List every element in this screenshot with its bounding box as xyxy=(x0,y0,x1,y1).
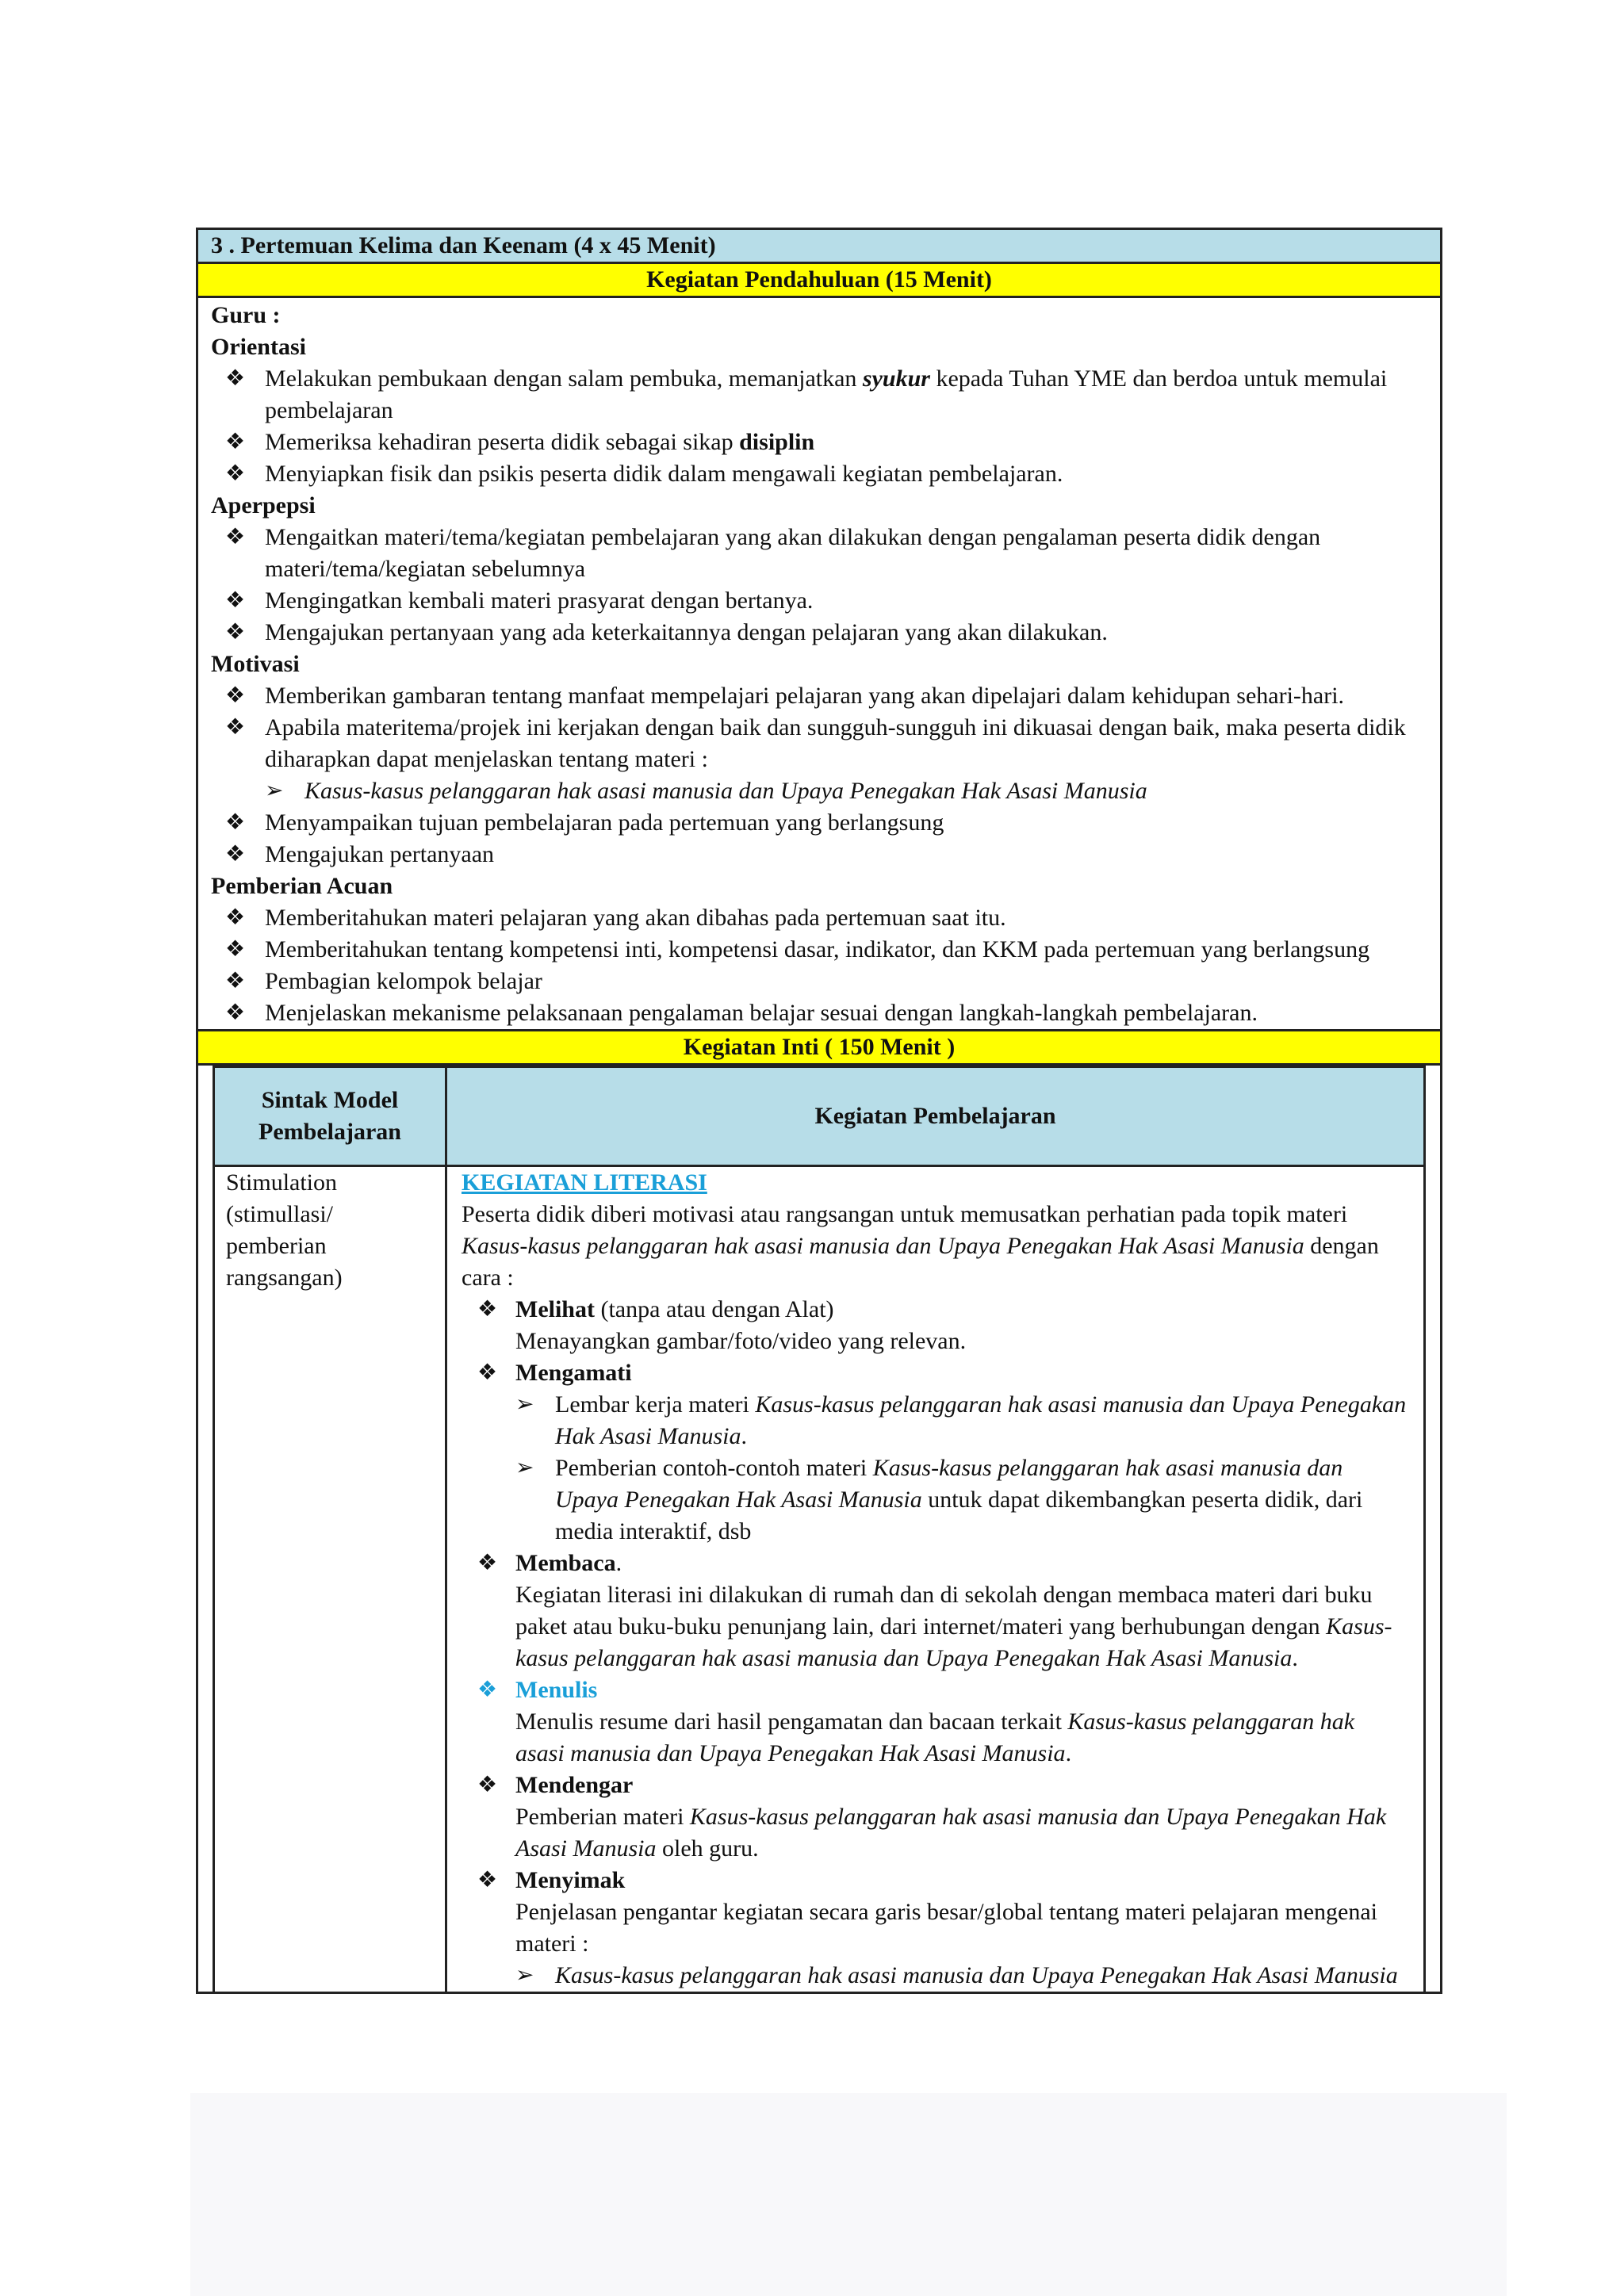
inti-wrapper xyxy=(198,1066,1440,1992)
list-item: ❖ Menjelaskan mekanisme pelaksanaan pengalaman belajar sesuai dengan langkah-langkah pembelajaran. xyxy=(211,997,1427,1029)
sub-list-item: ➢ Kasus-kasus pelanggaran hak asasi manusia dan Upaya Penegakan Hak Asasi Manusia xyxy=(515,1960,1409,1992)
sub-list xyxy=(515,1960,1409,1992)
list-item: ❖ Memberitahukan materi pelajaran yang akan dibahas pada pertemuan saat itu. xyxy=(211,902,1427,934)
list-item: ❖ Menyampaikan tujuan pembelajaran pada pertemuan yang berlangsung xyxy=(211,807,1427,839)
list-item: ❖ Melakukan pembukaan dengan salam pembuka, memanjatkan syukur kepada Tuhan YME dan berdoa untuk memulai pembelajaran xyxy=(211,363,1427,427)
lesson-plan-table xyxy=(196,228,1442,1994)
motivasi-list xyxy=(211,680,1427,871)
motivasi-heading: Motivasi xyxy=(211,651,300,677)
list-item: ❖ Mengaitkan materi/tema/kegiatan pembelajaran yang akan dilakukan dengan pengalaman peserta didik dengan materi/tema/kegiatan sebelumnya xyxy=(211,522,1427,585)
kegiatan-cell xyxy=(446,1166,1425,1992)
col-sintak-header: Sintak Model Pembelajaran xyxy=(214,1067,446,1166)
sub-list-item: ➢ Lembar kerja materi Kasus-kasus pelanggaran hak asasi manusia dan Upaya Penegakan Hak Asasi Manusia. xyxy=(515,1389,1409,1452)
list-item: ❖ Mengajukan pertanyaan xyxy=(211,839,1427,871)
mendengar-item: ❖ Mendengar Pemberian materi Kasus-kasus pelanggaran hak asasi manusia dan Upaya Penegakan Hak Asasi Manusia oleh guru. xyxy=(477,1770,1409,1865)
list-item: ❖ Pembagian kelompok belajar xyxy=(211,966,1427,997)
pendahuluan-body xyxy=(198,298,1440,1029)
list-item: ❖ Apabila materitema/projek ini kerjakan dengan baik dan sungguh-sungguh ini dikuasai dengan baik, maka peserta didik diharapkan dapat menjelaskan tentang materi : ➢ Kasus-kasus pelanggaran hak asasi manusia dan Upaya Penegakan Hak Asasi Manusia xyxy=(211,712,1427,807)
meeting-header: 3 . Pertemuan Kelima dan Keenam (4 x 45 Menit) xyxy=(198,230,1440,264)
menulis-item: ❖ Menulis Menulis resume dari hasil pengamatan dan bacaan terkait Kasus-kasus pelanggaran hak asasi manusia dan Upaya Penegakan Hak Asasi Manusia. xyxy=(477,1674,1409,1770)
literasi-title: KEGIATAN LITERASI xyxy=(462,1169,707,1196)
acuan-list xyxy=(211,902,1427,1029)
list-item: ❖ Memberitahukan tentang kompetensi inti, kompetensi dasar, indikator, dan KKM pada pertemuan yang berlangsung xyxy=(211,934,1427,966)
aperpepsi-list xyxy=(211,522,1427,649)
list-item: ❖ Mengajukan pertanyaan yang ada keterkaitannya dengan pelajaran yang akan dilakukan. xyxy=(211,617,1427,649)
pendahuluan-title: Kegiatan Pendahuluan (15 Menit) xyxy=(198,264,1440,298)
intro-text: Peserta didik diberi motivasi atau rangsangan untuk memusatkan perhatian pada topik materi Kasus-kasus pelanggaran hak asasi manusia dan Upaya Penegakan Hak Asasi Manusia dengan cara : xyxy=(462,1201,1379,1291)
inti-title: Kegiatan Inti ( 150 Menit ) xyxy=(198,1029,1440,1066)
inti-table xyxy=(213,1066,1426,1992)
membaca-item: ❖ Membaca. Kegiatan literasi ini dilakukan di rumah dan di sekolah dengan membaca materi dari buku paket atau buku-buku penunjang lain, dari internet/materi yang berhubungan dengan Kasus-kasus pelanggaran hak asasi manusia dan Upaya Penegakan Hak Asasi Manusia. xyxy=(477,1548,1409,1674)
mengamati-item: ❖ Mengamati ➢ Lembar kerja materi Kasus-kasus pelanggaran hak asasi manusia dan Upaya Penegakan Hak Asasi Manusia. ➢ Pemberian contoh-contoh materi Kasus-kasus pelanggaran hak asasi manusia dan Upaya Penegakan Hak Asasi Manusia untuk dapat dikembangkan peserta didik, dari media interaktif, dsb xyxy=(477,1357,1409,1548)
melihat-item: ❖ Melihat (tanpa atau dengan Alat) Menayangkan gambar/foto/video yang relevan. xyxy=(477,1294,1409,1357)
list-item: ❖ Mengingatkan kembali materi prasyarat dengan bertanya. xyxy=(211,585,1427,617)
sub-list xyxy=(265,775,1427,807)
sintak-cell: Stimulation (stimullasi/ pemberian rangsangan) xyxy=(214,1166,446,1992)
orientasi-list xyxy=(211,363,1427,490)
acuan-heading: Pemberian Acuan xyxy=(211,873,393,899)
sub-list-item: ➢ Kasus-kasus pelanggaran hak asasi manusia dan Upaya Penegakan Hak Asasi Manusia xyxy=(265,775,1427,807)
sub-list xyxy=(515,1389,1409,1548)
list-item: ❖ Menyiapkan fisik dan psikis peserta didik dalam mengawali kegiatan pembelajaran. xyxy=(211,458,1427,490)
sub-list-item: ➢ Pemberian contoh-contoh materi Kasus-kasus pelanggaran hak asasi manusia dan Upaya Penegakan Hak Asasi Manusia untuk dapat dikembangkan peserta didik, dari media interaktif, dsb xyxy=(515,1452,1409,1548)
menyimak-item: ❖ Menyimak Penjelasan pengantar kegiatan secara garis besar/global tentang materi pelajaran mengenai materi : ➢ Kasus-kasus pelanggaran hak asasi manusia dan Upaya Penegakan Hak Asasi Manusia xyxy=(477,1865,1409,1992)
orientasi-heading: Orientasi xyxy=(211,334,306,360)
page-shadow xyxy=(190,2093,1507,2296)
activity-list xyxy=(462,1294,1409,1992)
aperpepsi-heading: Aperpepsi xyxy=(211,492,316,519)
guru-label: Guru : xyxy=(211,302,281,328)
list-item: ❖ Memberikan gambaran tentang manfaat mempelajari pelajaran yang akan dipelajari dalam kehidupan sehari-hari. xyxy=(211,680,1427,712)
list-item: ❖ Memeriksa kehadiran peserta didik sebagai sikap disiplin xyxy=(211,427,1427,458)
col-kegiatan-header: Kegiatan Pembelajaran xyxy=(446,1067,1425,1166)
